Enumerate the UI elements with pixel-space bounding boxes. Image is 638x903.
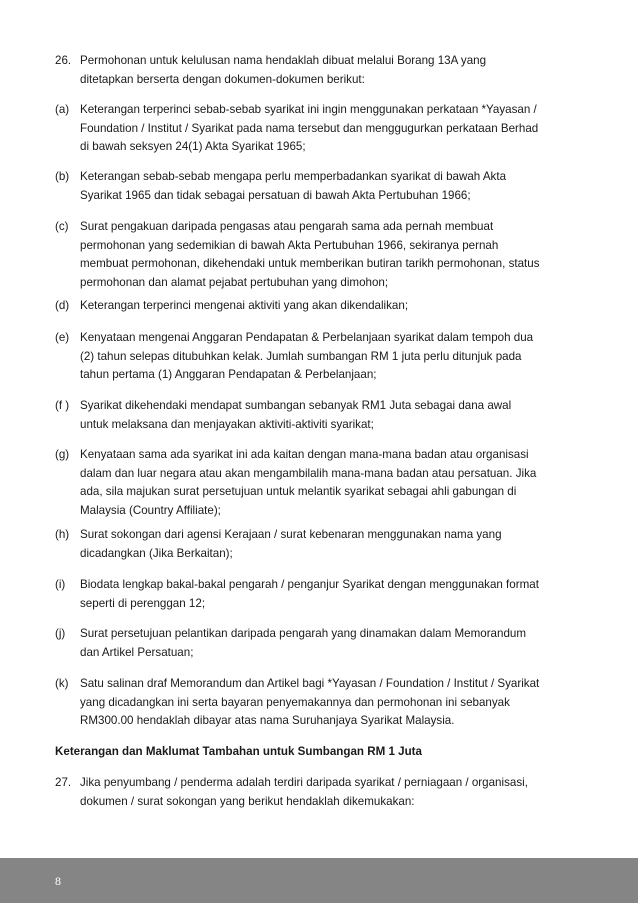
text-line: di bawah seksyen 24(1) Akta Syarikat 1965; [80, 140, 306, 154]
text-line: Keterangan terperinci sebab-sebab syarikat ini ingin menggunakan perkataan *Yayasan / [80, 103, 537, 116]
item-label: (c) [55, 220, 69, 233]
item-label: (g) [55, 448, 70, 461]
text-line: Kenyataan mengenai Anggaran Pendapatan & Perbelanjaan syarikat dalam tempoh dua [80, 331, 534, 344]
text-line: yang dicadangkan ini serta bayaran penyemakannya dan permohonan ini sebanyak [80, 695, 510, 709]
text-line: Jika penyumbang / penderma adalah terdiri daripada syarikat / perniagaan / organisasi, [80, 776, 528, 789]
item-label: (b) [55, 170, 70, 183]
text-line: Malaysia (Country Affiliate); [80, 504, 221, 518]
page-number: 8 [55, 874, 61, 888]
text-line: untuk melaksana dan menjayakan aktiviti-aktiviti syarikat; [80, 417, 374, 431]
item-text [80, 446, 590, 521]
paragraph-text [80, 52, 590, 89]
text-line: dicadangkan (Jika Berkaitan); [80, 546, 233, 560]
paragraph-number: 26. [55, 54, 72, 67]
text-line: dokumen / surat sokongan yang berikut hendaklah dikemukakan: [80, 794, 415, 808]
text-line: Surat sokongan dari agensi Kerajaan / surat kebenaran menggunakan nama yang [80, 528, 502, 541]
text-line: ditetapkan berserta dengan dokumen-dokumen berikut: [80, 72, 365, 86]
item-label: (a) [55, 103, 70, 116]
text-line: ada, sila majukan surat persetujuan untuk melantik syarikat sebagai ahli gabungan di [80, 485, 517, 499]
paragraph-number: 27. [55, 776, 72, 789]
text-line: Syarikat dikehendaki mendapat sumbangan sebanyak RM1 Juta sebagai dana awal [80, 399, 512, 412]
item-label: (f ) [55, 399, 70, 412]
item-label: (d) [55, 299, 70, 312]
text-line: Surat persetujuan pelantikan daripada pengarah yang dinamakan dalam Memorandum [80, 627, 527, 640]
item-text [80, 297, 590, 316]
text-line: seperti di perenggan 12; [80, 596, 206, 610]
text-line: membuat permohonan, dikehendaki untuk memberikan butiran tarikh permohonan, status [80, 257, 540, 271]
item-text [80, 526, 590, 563]
text-line: Satu salinan draf Memorandum dan Artikel bagi *Yayasan / Foundation / Institut / Syarikat [80, 677, 540, 690]
item-text [80, 101, 590, 157]
text-line: Kenyataan sama ada syarikat ini ada kaitan dengan mana-mana badan atau organisasi [80, 448, 529, 461]
text-line: permohonan yang sedemikian di bawah Akta Pertubuhan 1966, sekiranya pernah [80, 238, 499, 252]
paragraph-text [80, 774, 590, 811]
text-line: Keterangan terperinci mengenai aktiviti yang akan dikendalikan; [80, 299, 409, 312]
text-line: Permohonan untuk kelulusan nama hendaklah dibuat melalui Borang 13A yang [80, 54, 487, 67]
text-line: permohonan dan alamat pejabat pertubuhan yang dimohon; [80, 276, 389, 290]
text-line: Keterangan sebab-sebab mengapa perlu memperbadankan syarikat di bawah Akta [80, 170, 507, 183]
text-line: (2) tahun selepas ditubuhkan kelak. Jumlah sumbangan RM 1 juta perlu ditunjuk pada [80, 349, 522, 363]
item-text [80, 218, 590, 293]
page-footer [0, 858, 638, 903]
text-line: tahun pertama (1) Anggaran Pendapatan & Perbelanjaan; [80, 368, 377, 382]
text-line: Syarikat 1965 dan tidak sebagai persatuan di bawah Akta Pertubuhan 1966; [80, 188, 471, 202]
text-line: dalam dan luar negara atau akan mengambilalih mana-mana badan atau persatuan. Jika [80, 466, 537, 480]
item-text [80, 168, 590, 205]
section-heading: Keterangan dan Maklumat Tambahan untuk Sumbangan RM 1 Juta [55, 745, 422, 758]
item-label: (j) [55, 627, 66, 640]
item-label: (i) [55, 578, 66, 591]
text-line: Biodata lengkap bakal-bakal pengarah / penganjur Syarikat dengan menggunakan format [80, 578, 539, 591]
item-text [80, 625, 590, 662]
item-text [80, 397, 590, 434]
item-label: (e) [55, 331, 70, 344]
item-label: (k) [55, 677, 69, 690]
text-line: Surat pengakuan daripada pengasas atau pengarah sama ada pernah membuat [80, 220, 494, 233]
item-text [80, 576, 590, 613]
text-line: dan Artikel Persatuan; [80, 645, 194, 659]
item-label: (h) [55, 528, 70, 541]
text-line: RM300.00 hendaklah dibayar atas nama Suruhanjaya Syarikat Malaysia. [80, 714, 455, 728]
text-line: Foundation / Institut / Syarikat pada nama tersebut dan menggugurkan perkataan Berhad [80, 121, 539, 135]
item-text [80, 675, 590, 731]
item-text [80, 329, 590, 385]
